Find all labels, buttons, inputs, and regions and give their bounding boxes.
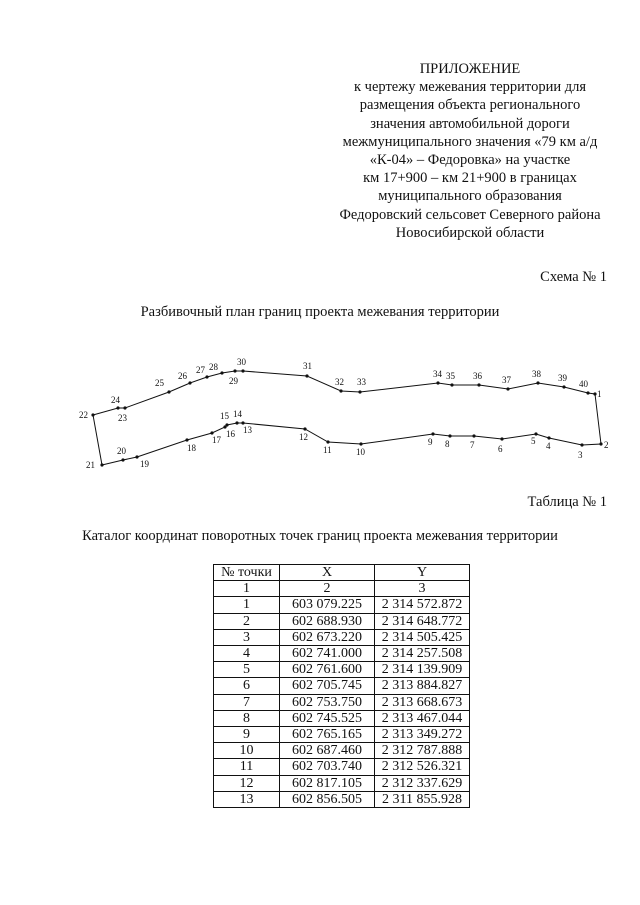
vertex-label: 32: [335, 377, 344, 387]
vertex-label: 38: [532, 369, 541, 379]
vertex-point: [188, 381, 191, 384]
vertex-point: [477, 383, 480, 386]
y-cell: 2 311 855.928: [375, 791, 470, 807]
vertex-point: [241, 369, 244, 372]
vertex-label: 12: [299, 432, 308, 442]
appendix-line: межмуниципального значения «79 км а/д: [342, 133, 598, 150]
boundary-polygon: [93, 371, 601, 465]
vertex-point: [305, 374, 308, 377]
vertex-label: 22: [79, 410, 88, 420]
table-row: [214, 727, 470, 743]
point-number-cell: 9: [214, 727, 280, 743]
subheader-3: 3: [375, 581, 470, 597]
vertex-point: [562, 385, 565, 388]
table-header-row: [214, 565, 470, 581]
appendix-line: размещения объекта регионального: [359, 97, 581, 114]
x-cell: 602 673.220: [280, 629, 375, 645]
vertex-point: [536, 381, 539, 384]
x-cell: 602 761.600: [280, 662, 375, 678]
y-cell: 2 314 505.425: [375, 629, 470, 645]
point-number-cell: 3: [214, 629, 280, 645]
vertex-point: [235, 421, 238, 424]
appendix-heading: [320, 60, 620, 242]
table-title: Каталог координат поворотных точек границ проекта межевания территории: [82, 528, 558, 544]
vertex-label: 1: [597, 389, 602, 399]
vertex-point: [303, 427, 306, 430]
appendix-line: значения автомобильной дороги: [370, 115, 570, 132]
point-number-cell: 11: [214, 759, 280, 775]
subheader-2: 2: [280, 581, 375, 597]
vertex-point: [580, 443, 583, 446]
vertex-point: [472, 434, 475, 437]
header-point-number: № точки: [214, 565, 280, 581]
vertex-point: [450, 383, 453, 386]
appendix-line: Федоровский сельсовет Северного района: [339, 206, 601, 223]
vertex-point: [599, 442, 602, 445]
point-number-cell: 10: [214, 743, 280, 759]
vertex-point: [123, 406, 126, 409]
vertex-label: 33: [357, 377, 366, 387]
vertex-label: 24: [111, 395, 120, 405]
table-row: [214, 791, 470, 807]
point-number-cell: 7: [214, 694, 280, 710]
vertex-label: 40: [579, 379, 588, 389]
vertex-point: [167, 390, 170, 393]
x-cell: 602 687.460: [280, 743, 375, 759]
x-cell: 602 856.505: [280, 791, 375, 807]
vertex-label: 37: [502, 375, 511, 385]
vertex-label: 26: [178, 371, 187, 381]
table-row: [214, 710, 470, 726]
vertex-label: 28: [209, 362, 218, 372]
y-cell: 2 312 787.888: [375, 743, 470, 759]
vertex-point: [116, 406, 119, 409]
x-cell: 602 745.525: [280, 710, 375, 726]
appendix-line: км 17+900 – км 21+900 в границах: [363, 170, 577, 187]
table-row: [214, 743, 470, 759]
vertex-point: [121, 458, 124, 461]
vertex-label: 9: [428, 437, 433, 447]
table-row: [214, 759, 470, 775]
vertex-label: 16: [226, 429, 235, 439]
vertex-point: [135, 455, 138, 458]
vertex-label: 6: [498, 444, 503, 454]
vertex-label: 21: [86, 460, 95, 470]
table-label: Таблица № 1: [527, 494, 607, 510]
y-cell: 2 314 648.772: [375, 613, 470, 629]
vertex-label: 7: [470, 440, 475, 450]
table-subheader-row: [214, 581, 470, 597]
vertex-label: 19: [140, 459, 149, 469]
y-cell: 2 314 257.508: [375, 646, 470, 662]
vertex-point: [547, 436, 550, 439]
table-row: [214, 694, 470, 710]
vertex-label: 25: [155, 378, 164, 388]
vertex-point: [586, 391, 589, 394]
vertex-label: 35: [446, 371, 455, 381]
appendix-line: к чертежу межевания территории для: [353, 79, 586, 96]
header-y: Y: [375, 565, 470, 581]
point-number-cell: 5: [214, 662, 280, 678]
vertex-label: 11: [323, 445, 332, 455]
y-cell: 2 314 139.909: [375, 662, 470, 678]
vertex-label: 31: [303, 361, 312, 371]
x-cell: 602 753.750: [280, 694, 375, 710]
point-number-cell: 2: [214, 613, 280, 629]
boundary-vertices: [91, 369, 602, 466]
y-cell: 2 312 526.321: [375, 759, 470, 775]
boundary-plan: [0, 340, 640, 480]
appendix-line: муниципального образования: [378, 188, 562, 205]
x-cell: 602 688.930: [280, 613, 375, 629]
vertex-label: 17: [212, 435, 221, 445]
point-number-cell: 8: [214, 710, 280, 726]
appendix-line: «К-04» – Федоровка» на участке: [369, 152, 571, 169]
vertex-label: 5: [531, 436, 536, 446]
vertex-label: 10: [356, 447, 365, 457]
y-cell: 2 312 337.629: [375, 775, 470, 791]
point-number-cell: 12: [214, 775, 280, 791]
vertex-label: 30: [237, 357, 246, 367]
vertex-label: 39: [558, 373, 567, 383]
appendix-line: Новосибирской области: [395, 224, 545, 241]
vertex-point: [91, 413, 94, 416]
vertex-label: 18: [187, 443, 196, 453]
vertex-point: [359, 442, 362, 445]
table-row: [214, 775, 470, 791]
vertex-label: 14: [233, 409, 242, 419]
scheme-title: Разбивочный план границ проекта межевания территории: [140, 304, 500, 320]
x-cell: 603 079.225: [280, 597, 375, 613]
vertex-point: [233, 369, 236, 372]
y-cell: 2 314 572.872: [375, 597, 470, 613]
vertex-point: [506, 387, 509, 390]
vertex-label: 4: [546, 441, 551, 451]
coordinates-table: [213, 564, 470, 808]
vertex-point: [436, 381, 439, 384]
vertex-label: 34: [433, 369, 442, 379]
vertex-point: [500, 437, 503, 440]
vertex-point: [326, 440, 329, 443]
y-cell: 2 313 349.272: [375, 727, 470, 743]
y-cell: 2 313 884.827: [375, 678, 470, 694]
vertex-point: [205, 375, 208, 378]
vertex-point: [448, 434, 451, 437]
scheme-label: Схема № 1: [540, 269, 607, 285]
x-cell: 602 703.740: [280, 759, 375, 775]
vertex-label: 15: [220, 411, 229, 421]
table-row: [214, 629, 470, 645]
y-cell: 2 313 467.044: [375, 710, 470, 726]
header-x: X: [280, 565, 375, 581]
vertex-point: [339, 389, 342, 392]
vertex-label: 36: [473, 371, 482, 381]
vertex-point: [431, 432, 434, 435]
y-cell: 2 313 668.673: [375, 694, 470, 710]
vertex-label: 13: [243, 425, 252, 435]
table-row: [214, 646, 470, 662]
vertex-label: 2: [604, 440, 609, 450]
vertex-labels: [79, 357, 609, 470]
vertex-label: 27: [196, 365, 205, 375]
x-cell: 602 741.000: [280, 646, 375, 662]
x-cell: 602 705.745: [280, 678, 375, 694]
subheader-1: 1: [214, 581, 280, 597]
table-row: [214, 613, 470, 629]
vertex-label: 29: [229, 376, 238, 386]
point-number-cell: 6: [214, 678, 280, 694]
vertex-point: [358, 390, 361, 393]
x-cell: 602 817.105: [280, 775, 375, 791]
point-number-cell: 4: [214, 646, 280, 662]
vertex-label: 3: [578, 450, 583, 460]
point-number-cell: 13: [214, 791, 280, 807]
table-row: [214, 597, 470, 613]
vertex-point: [100, 463, 103, 466]
vertex-point: [220, 371, 223, 374]
x-cell: 602 765.165: [280, 727, 375, 743]
appendix-title: ПРИЛОЖЕНИЕ: [419, 61, 521, 77]
table-row: [214, 662, 470, 678]
vertex-label: 20: [117, 446, 126, 456]
point-number-cell: 1: [214, 597, 280, 613]
vertex-point: [185, 438, 188, 441]
vertex-label: 23: [118, 413, 127, 423]
vertex-label: 8: [445, 439, 450, 449]
table-row: [214, 678, 470, 694]
